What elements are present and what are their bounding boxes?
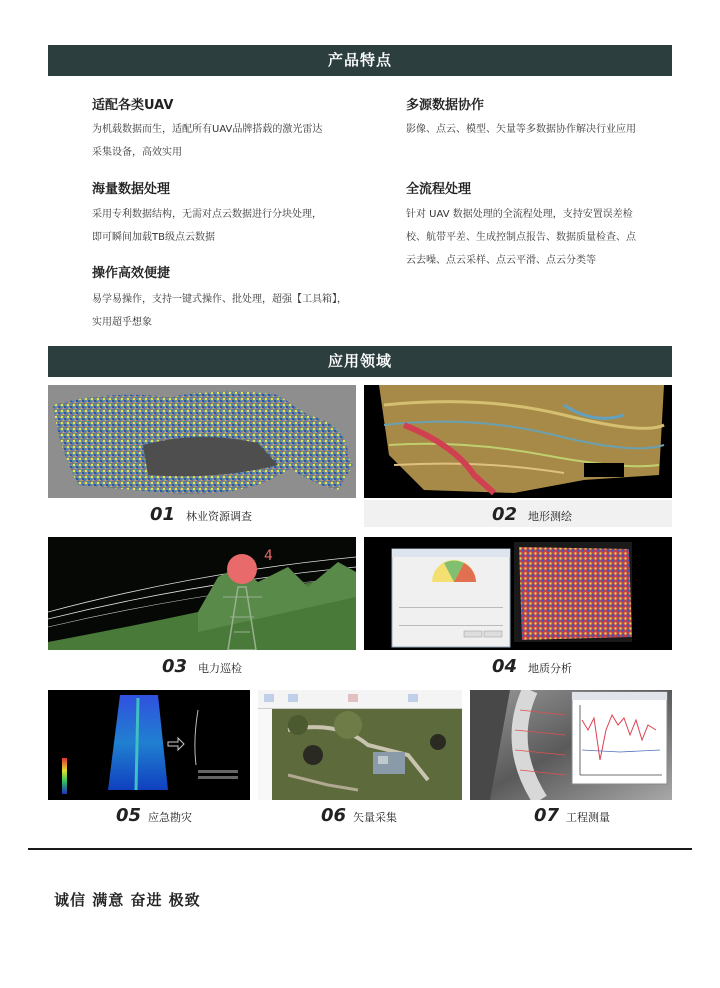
feature-desc-uav <box>92 118 322 164</box>
feature-title-multisource: 多源数据协作 <box>406 98 485 113</box>
feature-desc-easy-operation <box>92 288 347 334</box>
feature-desc-multisource <box>406 118 636 141</box>
desc-line: 云去噪、点云采样、点云平滑、点云分类等 <box>406 255 596 266</box>
desc-line: 采用专利数据结构，无需对点云数据进行分块处理， <box>92 209 322 220</box>
application-number-07: 07 <box>534 805 560 826</box>
feature-title-massive-data: 海量数据处理 <box>92 182 171 197</box>
application-number-02: 02 <box>492 504 518 525</box>
application-label-forestry: 林业资源调查 <box>186 510 252 523</box>
forestry-pointcloud-image <box>48 385 356 498</box>
feature-title-easy-operation: 操作高效便捷 <box>92 266 171 281</box>
caption-background-02 <box>364 500 672 527</box>
terrain-mapping-image <box>364 385 672 498</box>
desc-line: 实用超乎想象 <box>92 317 152 328</box>
power-inspection-image <box>48 537 356 650</box>
application-label-engineering: 工程测量 <box>566 811 610 824</box>
section-divider <box>28 848 692 850</box>
emergency-survey-image <box>48 690 250 800</box>
applications-banner: 应用领域 <box>48 346 672 377</box>
company-slogan: 诚信 满意 奋进 极致 <box>54 891 201 909</box>
application-label-terrain: 地形测绘 <box>528 510 572 523</box>
application-number-04: 04 <box>492 656 518 677</box>
application-number-06: 06 <box>321 805 347 826</box>
vector-collection-image <box>258 690 462 800</box>
desc-line: 采集设备，高效实用 <box>92 147 182 158</box>
application-label-power: 电力巡检 <box>198 662 242 675</box>
desc-line: 校、航带平差、生成控制点报告、数据质量检查、点 <box>406 232 636 243</box>
application-number-01: 01 <box>150 504 176 525</box>
feature-title-uav: 适配各类UAV <box>92 98 174 113</box>
desc-line: 影像、点云、模型、矢量等多数据协作解决行业应用 <box>406 124 636 135</box>
feature-desc-full-process <box>406 203 636 272</box>
application-number-05: 05 <box>116 805 142 826</box>
application-label-emergency: 应急勘灾 <box>148 811 192 824</box>
desc-line: 为机载数据而生，适配所有UAV品牌搭载的激光雷达 <box>92 124 323 135</box>
geology-analysis-image <box>364 537 672 650</box>
feature-title-full-process: 全流程处理 <box>406 182 472 197</box>
desc-line: 即可瞬间加载TB级点云数据 <box>92 232 215 243</box>
features-banner: 产品特点 <box>48 45 672 76</box>
engineering-survey-image <box>470 690 672 800</box>
application-label-vector: 矢量采集 <box>353 811 397 824</box>
feature-desc-massive-data <box>92 203 322 249</box>
application-number-03: 03 <box>162 656 188 677</box>
application-label-geology: 地质分析 <box>528 662 572 675</box>
desc-line: 易学易操作，支持一键式操作、批处理，超强【工具箱】， <box>92 294 347 305</box>
tower-number-marker: 4 <box>264 548 273 564</box>
desc-line: 针对 UAV 数据处理的全流程处理，支持安置误差检 <box>406 209 633 220</box>
